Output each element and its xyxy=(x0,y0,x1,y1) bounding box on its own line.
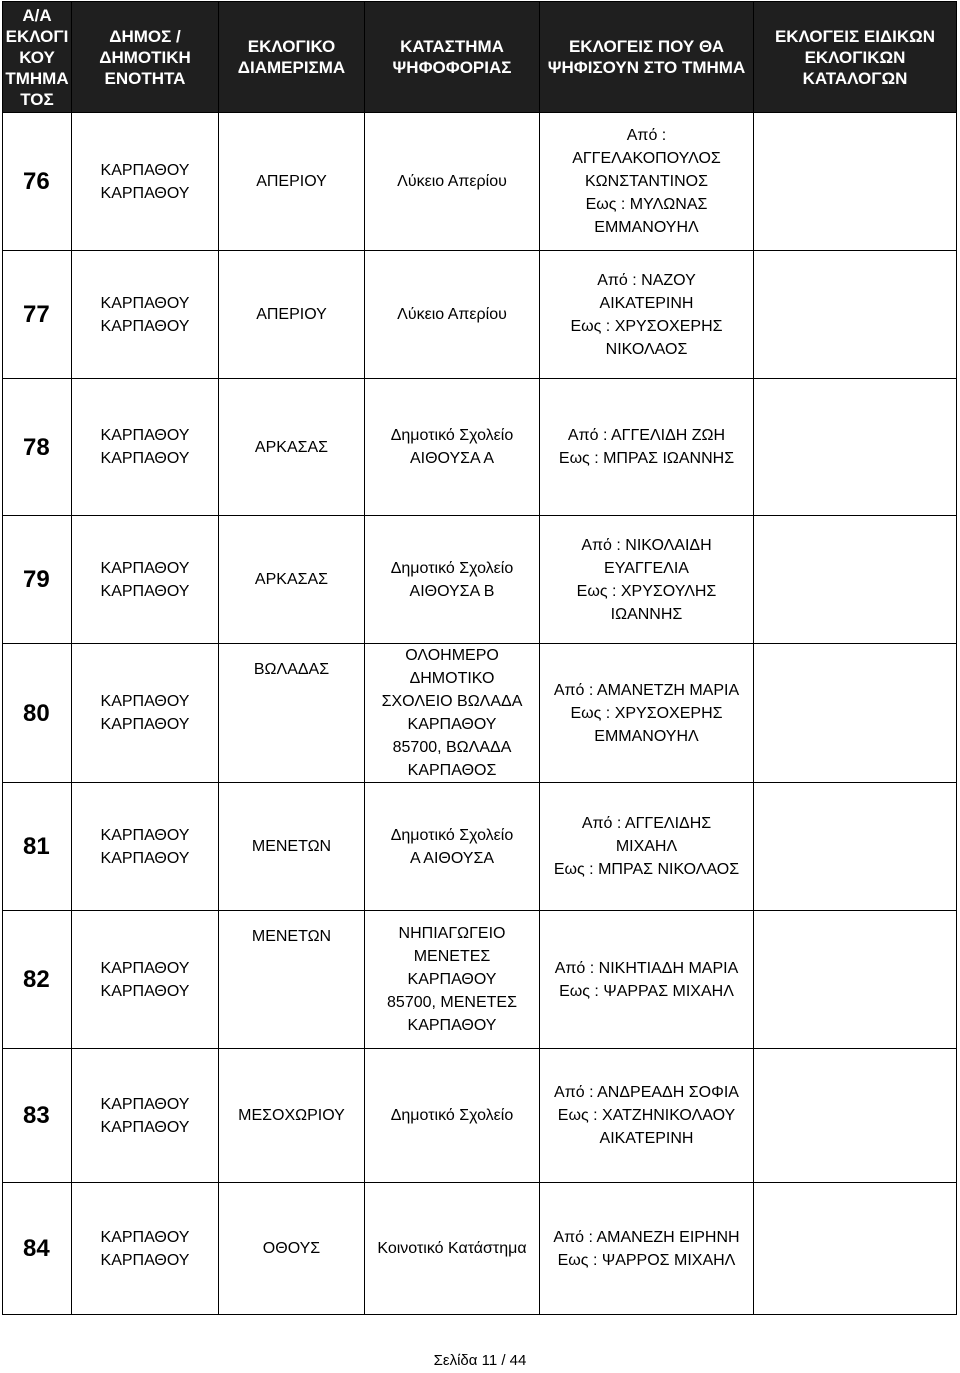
cell-line: Α/Α xyxy=(22,5,52,25)
cell-line: ΚΑΡΠΑΘΟΥ xyxy=(100,317,190,335)
cell-line: Λύκειο Απερίου xyxy=(397,173,507,190)
cell-line: Εως : ΨΑΡΡΟΣ ΜΙΧΑΗΛ xyxy=(557,1251,736,1269)
cell-line: ΚΑΡΠΑΘΟΣ xyxy=(407,762,497,779)
special-lists-cell xyxy=(754,911,957,1049)
cell-line: ΒΩΛΑΔΑΣ xyxy=(253,661,330,678)
district-cell xyxy=(219,644,365,783)
header-cell xyxy=(365,2,540,113)
header-row xyxy=(3,2,957,113)
district-cell xyxy=(219,516,365,644)
special-lists-cell xyxy=(754,1049,957,1183)
cell-line: Λύκειο Απερίου xyxy=(397,306,507,323)
cell-line: 85700, ΜΕΝΕΤΕΣ xyxy=(387,994,517,1011)
cell-line: ΚΑΡΠΑΘΟΥ xyxy=(100,294,190,312)
cell-line: ΑΙΚΑΤΕΡΙΝΗ xyxy=(599,294,694,312)
voters-cell xyxy=(540,379,754,516)
cell-line: ΚΑΡΠΑΘΟΥ xyxy=(100,184,190,202)
cell-line: ΝΗΠΙΑΓΩΓΕΙΟ xyxy=(398,925,506,942)
municipality-cell xyxy=(72,783,219,911)
district-cell xyxy=(219,783,365,911)
voters-cell xyxy=(540,113,754,251)
header-cell xyxy=(219,2,365,113)
cell-line: ΑΙΘΟΥΣΑ Α xyxy=(409,450,495,467)
table-row xyxy=(3,251,957,379)
cell-line: ΚΑΡΠΑΘΟΥ xyxy=(407,971,497,988)
district-cell xyxy=(219,1183,365,1315)
cell-line: ΕΚΛΟΓΙΚΟ xyxy=(247,37,336,56)
cell-line: ΚΑΡΠΑΘΟΥ xyxy=(100,1228,190,1246)
cell-line: Από : ΑΓΓΕΛΙΔΗΣ xyxy=(581,815,712,832)
district-cell xyxy=(219,251,365,379)
special-lists-cell xyxy=(754,1183,957,1315)
row-number: 83 xyxy=(3,1049,72,1183)
cell-line: Κοινοτικό Κατάστημα xyxy=(377,1240,527,1257)
cell-line: ΚΑΡΠΑΘΟΥ xyxy=(100,1095,190,1113)
voters-cell xyxy=(540,1183,754,1315)
cell-line: ΜΕΝΕΤΩΝ xyxy=(251,838,332,855)
cell-line: ΑΙΘΟΥΣΑ Β xyxy=(409,582,495,600)
cell-line: ΕΥΑΓΓΕΛΙΑ xyxy=(604,559,689,577)
cell-line: Εως : ΧΡΥΣΟΧΕΡΗΣ xyxy=(570,704,723,722)
cell-line: Εως : ΧΑΤΖΗΝΙΚΟΛΑΟΥ xyxy=(557,1107,736,1124)
cell-line: Εως : ΜΠΡΑΣ ΙΩΑΝΝΗΣ xyxy=(558,450,735,467)
cell-line: ΚΑΡΠΑΘΟΥ xyxy=(100,826,190,844)
row-number: 84 xyxy=(3,1183,72,1315)
cell-line: ΕΚΛΟΓΕΙΣ ΠΟΥ ΘΑ xyxy=(568,37,725,56)
cell-line: ΜΕΝΕΤΩΝ xyxy=(251,928,332,945)
cell-line: ΔΙΑΜΕΡΙΣΜΑ xyxy=(237,58,346,77)
cell-line: ΑΠΕΡΙΟΥ xyxy=(256,306,327,323)
cell-line: Δημοτικό Σχολείο xyxy=(390,826,514,844)
table-row xyxy=(3,1183,957,1315)
cell-line: ΚΑΡΠΑΘΟΥ xyxy=(407,1017,497,1034)
cell-line: ΚΑΡΠΑΘΟΥ xyxy=(100,427,190,444)
voters-cell xyxy=(540,911,754,1049)
cell-line: Από : ΑΝΔΡΕΑΔΗ ΣΟΦΙΑ xyxy=(554,1084,739,1101)
cell-line: ΔΗΜΟΣ / xyxy=(109,26,181,46)
cell-line: ΟΘΟΥΣ xyxy=(262,1240,321,1257)
cell-line: ΚΑΡΠΑΘΟΥ xyxy=(100,1251,190,1269)
special-lists-cell xyxy=(754,113,957,251)
cell-line: Εως : ΧΡΥΣΟΧΕΡΗΣ xyxy=(570,317,723,335)
cell-line: ΚΑΡΠΑΘΟΥ xyxy=(100,161,190,179)
table-row xyxy=(3,911,957,1049)
cell-line: Από : ΑΜΑΝΕΤΖΗ ΜΑΡΙΑ xyxy=(553,681,740,699)
page-number: Σελίδα 11 / 44 xyxy=(433,1352,527,1369)
cell-line: ΚΑΡΠΑΘΟΥ xyxy=(100,716,190,733)
cell-line: ΚΟΥ xyxy=(19,47,55,67)
voters-cell xyxy=(540,251,754,379)
municipality-cell xyxy=(72,113,219,251)
cell-line: 85700, ΒΩΛΑΔΑ xyxy=(392,739,512,756)
cell-line: Εως : ΨΑΡΡΑΣ ΜΙΧΑΗΛ xyxy=(559,982,734,1000)
cell-line: Δημοτικό Σχολείο xyxy=(390,559,514,577)
station-cell xyxy=(365,251,540,379)
header-cell xyxy=(72,2,219,113)
cell-line: Από : ΝΙΚΟΛΑΙΔΗ xyxy=(581,536,712,554)
cell-line: Από : ΑΓΓΕΛΙΔΗ ΖΩΗ xyxy=(567,427,726,444)
special-lists-cell xyxy=(754,644,957,783)
row-number: 79 xyxy=(3,516,72,644)
cell-line: ΚΑΡΠΑΘΟΥ xyxy=(100,982,190,1000)
row-number: 78 xyxy=(3,379,72,516)
station-cell xyxy=(365,379,540,516)
cell-line: Από : xyxy=(626,127,667,144)
cell-line: ΚΑΡΠΑΘΟΥ xyxy=(100,582,190,600)
station-cell xyxy=(365,1049,540,1183)
cell-line: Α ΑΙΘΟΥΣΑ xyxy=(409,849,495,867)
table-row xyxy=(3,783,957,911)
cell-line: ΚΑΤΑΛΟΓΩΝ xyxy=(802,68,908,88)
cell-line: Δημοτικό Σχολείο xyxy=(390,1107,514,1124)
station-cell xyxy=(365,783,540,911)
table-row xyxy=(3,644,957,783)
cell-line: ΜΕΝΕΤΕΣ xyxy=(413,948,491,965)
cell-line: ΕΚΛΟΓΙ xyxy=(5,26,69,46)
cell-line: ΨΗΦΙΣΟΥΝ ΣΤΟ ΤΜΗΜΑ xyxy=(547,58,746,77)
cell-line: ΑΙΚΑΤΕΡΙΝΗ xyxy=(599,1130,694,1147)
cell-line: ΚΑΡΠΑΘΟΥ xyxy=(407,716,497,733)
row-number: 80 xyxy=(3,644,72,783)
municipality-cell xyxy=(72,1049,219,1183)
cell-line: Εως : ΜΥΛΩΝΑΣ xyxy=(585,196,708,213)
cell-line: Από : ΑΜΑΝΕΖΗ ΕΙΡΗΝΗ xyxy=(553,1228,740,1246)
municipality-cell xyxy=(72,516,219,644)
cell-line: Εως : ΧΡΥΣΟΥΛΗΣ xyxy=(576,582,717,600)
cell-line: ΚΑΡΠΑΘΟΥ xyxy=(100,849,190,867)
station-cell xyxy=(365,1183,540,1315)
municipality-cell xyxy=(72,379,219,516)
cell-line: Δημοτικό Σχολείο xyxy=(390,427,514,444)
cell-line: ΑΠΕΡΙΟΥ xyxy=(256,173,327,190)
cell-line: ΚΑΡΠΑΘΟΥ xyxy=(100,450,190,467)
municipality-cell xyxy=(72,1183,219,1315)
cell-line: Από : ΝΙΚΗΤΙΑΔΗ ΜΑΡΙΑ xyxy=(554,959,739,977)
row-number: 82 xyxy=(3,911,72,1049)
cell-line: ΔΗΜΟΤΙΚΗ xyxy=(99,47,191,67)
cell-line: ΔΗΜΟΤΙΚΟ xyxy=(409,670,495,687)
table-row xyxy=(3,1049,957,1183)
cell-line: ΚΑΡΠΑΘΟΥ xyxy=(100,693,190,710)
voters-cell xyxy=(540,783,754,911)
cell-line: ΚΩΝΣΤΑΝΤΙΝΟΣ xyxy=(585,173,708,190)
cell-line: ΣΧΟΛΕΙΟ ΒΩΛΑΔΑ xyxy=(381,693,523,710)
cell-line: ΚΑΤΑΣΤΗΜΑ xyxy=(400,37,504,56)
cell-line: ΨΗΦΟΦΟΡΙΑΣ xyxy=(392,58,512,77)
cell-line: ΕΜΜΑΝΟΥΗΛ xyxy=(594,727,699,745)
cell-line: ΚΑΡΠΑΘΟΥ xyxy=(100,959,190,977)
station-cell xyxy=(365,113,540,251)
municipality-cell xyxy=(72,911,219,1049)
district-cell xyxy=(219,911,365,1049)
cell-line: ΕΚΛΟΓΕΙΣ ΕΙΔΙΚΩΝ xyxy=(774,26,936,46)
header-cell xyxy=(754,2,957,113)
district-cell xyxy=(219,1049,365,1183)
cell-line: Εως : ΜΠΡΑΣ ΝΙΚΟΛΑΟΣ xyxy=(553,861,740,878)
voters-cell xyxy=(540,644,754,783)
special-lists-cell xyxy=(754,783,957,911)
cell-line: ΚΑΡΠΑΘΟΥ xyxy=(100,1118,190,1136)
cell-line: Από : ΝΑΖΟΥ xyxy=(597,271,696,289)
station-cell xyxy=(365,516,540,644)
cell-line: ΙΩΑΝΝΗΣ xyxy=(610,605,683,623)
table-row xyxy=(3,113,957,251)
cell-line: ΑΡΚΑΣΑΣ xyxy=(254,438,329,456)
station-cell xyxy=(365,911,540,1049)
row-number: 77 xyxy=(3,251,72,379)
municipality-cell xyxy=(72,251,219,379)
cell-line: ΕΚΛΟΓΙΚΩΝ xyxy=(804,47,906,67)
special-lists-cell xyxy=(754,379,957,516)
cell-line: ΑΡΚΑΣΑΣ xyxy=(254,571,329,588)
voters-cell xyxy=(540,516,754,644)
cell-line: ΜΕΣΟΧΩΡΙΟΥ xyxy=(238,1107,345,1124)
cell-line: ΟΛΟΗΜΕΡΟ xyxy=(405,647,499,664)
district-cell xyxy=(219,113,365,251)
polling-stations-table xyxy=(2,1,957,1315)
row-number: 81 xyxy=(3,783,72,911)
cell-line: ΝΙΚΟΛΑΟΣ xyxy=(605,340,688,358)
special-lists-cell xyxy=(754,516,957,644)
station-cell xyxy=(365,644,540,783)
row-number: 76 xyxy=(3,113,72,251)
header-cell xyxy=(3,2,72,113)
cell-line: ΕΝΟΤΗΤΑ xyxy=(104,68,186,88)
cell-line: ΑΓΓΕΛΑΚΟΠΟΥΛΟΣ xyxy=(572,150,721,167)
special-lists-cell xyxy=(754,251,957,379)
cell-line: ΤΜΗΜΑ xyxy=(5,68,69,88)
municipality-cell xyxy=(72,644,219,783)
cell-line: ΚΑΡΠΑΘΟΥ xyxy=(100,559,190,577)
table-row xyxy=(3,516,957,644)
cell-line: ΤΟΣ xyxy=(20,89,54,109)
header-cell xyxy=(540,2,754,113)
table-row xyxy=(3,379,957,516)
district-cell xyxy=(219,379,365,516)
cell-line: ΕΜΜΑΝΟΥΗΛ xyxy=(594,219,699,236)
voters-cell xyxy=(540,1049,754,1183)
cell-line: ΜΙΧΑΗΛ xyxy=(615,838,678,855)
